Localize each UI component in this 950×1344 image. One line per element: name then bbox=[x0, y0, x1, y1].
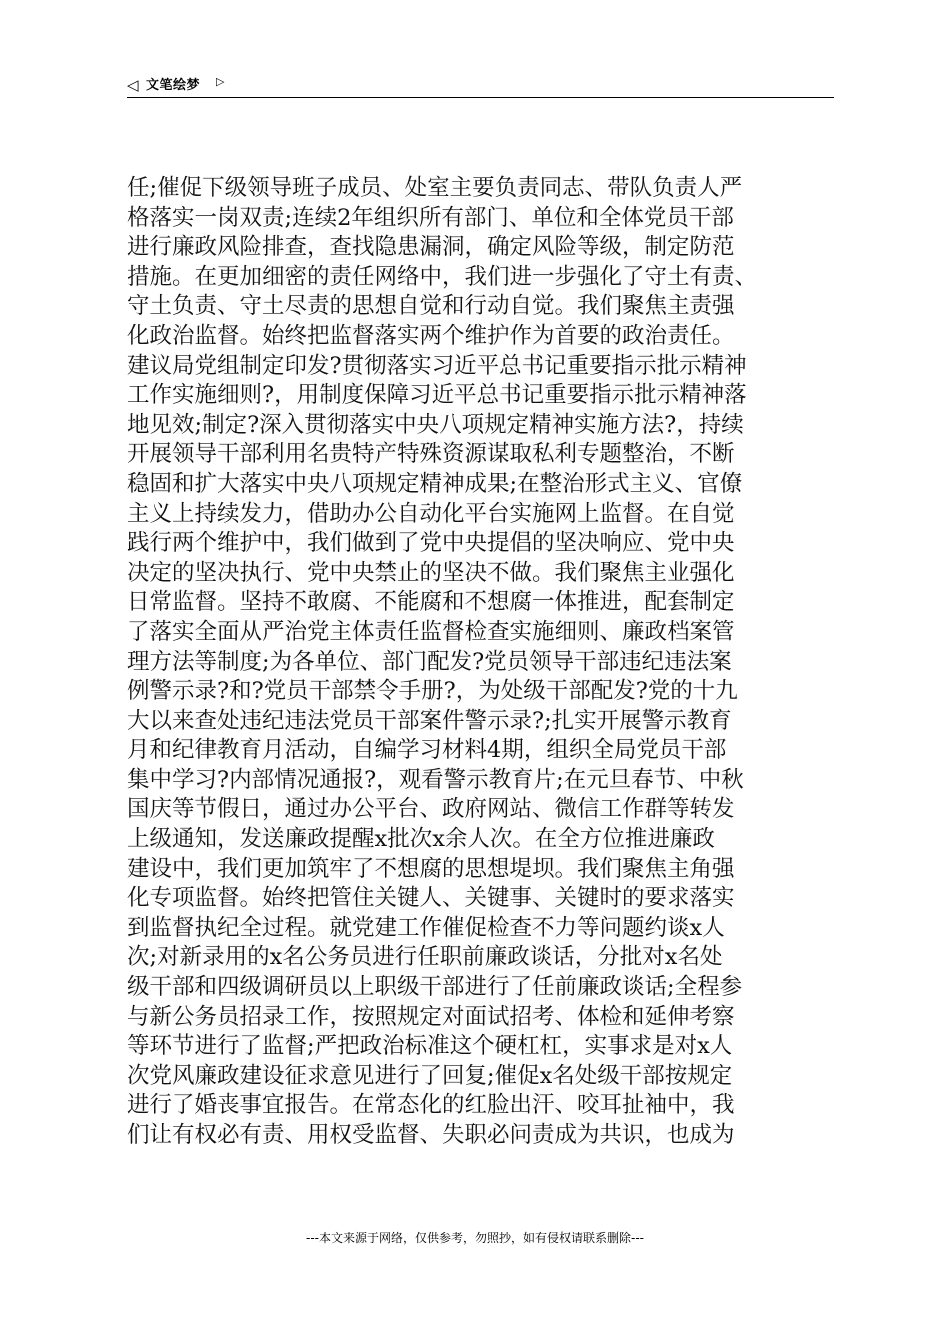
body-line: 了落实全面从严治党主体责任监督检查实施细则、廉政档案管 bbox=[127, 618, 735, 645]
right-triangle-icon: ▷ bbox=[216, 75, 225, 88]
body-line: 次;对新录用的x名公务员进行任职前廉政谈话，分批对x名处 bbox=[127, 944, 723, 971]
body-line: 地见效;制定?深入贯彻落实中央八项规定精神实施方法?，持续 bbox=[127, 411, 744, 438]
body-line: 国庆等节假日，通过办公平台、政府网站、微信工作群等转发 bbox=[127, 796, 735, 823]
body-line: 守土负责、守土尽责的思想自觉和行动自觉。我们聚焦主责强 bbox=[127, 293, 735, 320]
body-line: 进行了婚丧事宜报告。在常态化的红脸出汗、咬耳扯袖中，我 bbox=[127, 1092, 735, 1119]
body-line: 建议局党组制定印发?贯彻落实习近平总书记重要指示批示精神 bbox=[127, 352, 747, 379]
body-line: 进行廉政风险排查，查找隐患漏洞，确定风险等级，制定防范 bbox=[127, 234, 735, 261]
body-line: 践行两个维护中，我们做到了党中央提倡的坚决响应、党中央 bbox=[127, 530, 735, 557]
left-triangle-icon: ◁ bbox=[127, 76, 139, 94]
body-line: 大以来查处违纪违法党员干部案件警示录?;扎实开展警示教育 bbox=[127, 707, 732, 734]
body-line: 建设中，我们更加筑牢了不想腐的思想堤坝。我们聚焦主角强 bbox=[127, 855, 735, 882]
body-line: 格落实一岗双责;连续2年组织所有部门、单位和全体党员干部 bbox=[127, 204, 734, 231]
page-header bbox=[127, 74, 834, 98]
header-divider bbox=[127, 97, 834, 98]
body-line: 日常监督。坚持不敢腐、不能腐和不想腐一体推进，配套制定 bbox=[127, 589, 735, 616]
body-line: 主义上持续发力，借助办公自动化平台实施网上监督。在自觉 bbox=[127, 500, 735, 527]
body-line: 理方法等制度;为各单位、部门配发?党员领导干部违纪违法案 bbox=[127, 648, 732, 675]
body-line: 措施。在更加细密的责任网络中，我们进一步强化了守土有责、 bbox=[127, 263, 758, 290]
body-line: 化专项监督。始终把管住关键人、关键事、关键时的要求落实 bbox=[127, 885, 735, 912]
body-line: 例警示录?和?党员干部禁令手册?，为处级干部配发?党的十九 bbox=[127, 678, 738, 705]
body-line: 集中学习?内部情况通报?，观看警示教育片;在元旦春节、中秋 bbox=[127, 766, 744, 793]
body-line: 工作实施细则?，用制度保障习近平总书记重要指示批示精神落 bbox=[127, 382, 747, 409]
header-title: 文笔绘梦 bbox=[146, 78, 201, 93]
body-line: 次党风廉政建设征求意见进行了回复;催促x名处级干部按规定 bbox=[127, 1062, 733, 1089]
body-line: 化政治监督。始终把监督落实两个维护作为首要的政治责任。 bbox=[127, 322, 735, 349]
body-line: 到监督执纪全过程。就党建工作催促检查不力等问题约谈x人 bbox=[127, 914, 725, 941]
body-line: 开展领导干部利用名贵特产特殊资源谋取私利专题整治，不断 bbox=[127, 441, 735, 468]
body-line: 们让有权必有责、用权受监督、失职必问责成为共识，也成为 bbox=[127, 1122, 735, 1148]
body-line: 月和纪律教育月活动，自编学习材料4期，组织全局党员干部 bbox=[127, 737, 727, 764]
body-line: 等环节进行了监督;严把政治标准这个硬杠杠，实事求是对x人 bbox=[127, 1033, 733, 1060]
body-paragraph bbox=[127, 174, 837, 1151]
body-line: 任;催促下级领导班子成员、处室主要负责同志、带队负责人严 bbox=[127, 175, 743, 201]
body-line: 决定的坚决执行、党中央禁止的坚决不做。我们聚焦主业强化 bbox=[127, 559, 735, 586]
page-footer: ---本文来源于网络，仅供参考，勿照抄，如有侵权请联系删除--- bbox=[306, 1231, 644, 1245]
body-line: 级干部和四级调研员以上职级干部进行了任前廉政谈话;全程参 bbox=[127, 974, 743, 1001]
body-line: 与新公务员招录工作，按照规定对面试招考、体检和延伸考察 bbox=[127, 1003, 735, 1030]
body-line: 上级通知，发送廉政提醒x批次x余人次。在全方位推进廉政 bbox=[127, 826, 715, 853]
body-line: 稳固和扩大落实中央八项规定精神成果;在整治形式主义、官僚 bbox=[127, 470, 743, 497]
